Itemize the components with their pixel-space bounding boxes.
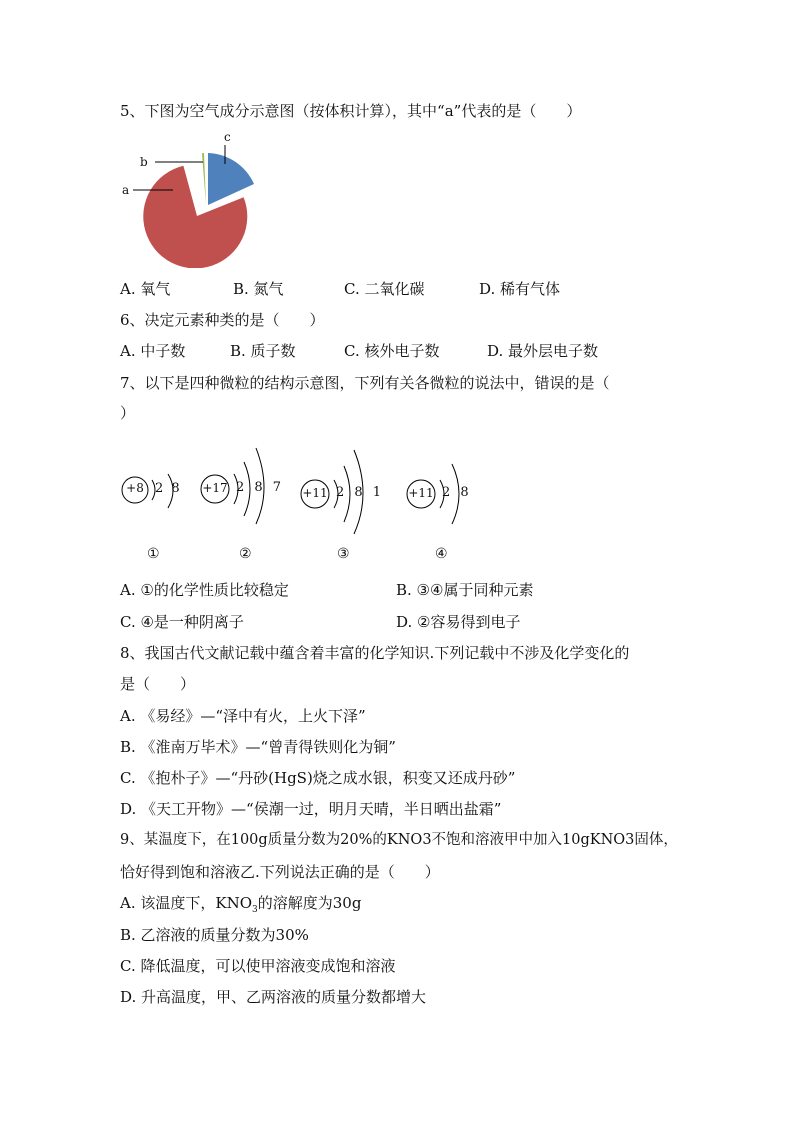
q9-option-a-post: 的溶解度为30g — [257, 894, 362, 912]
q7-stem-line1: 7、以下是四种微粒的结构示意图，下列有关各微粒的说法中，错误的是（ — [120, 374, 610, 392]
q9-stem-line2: 恰好得到饱和溶液乙.下列说法正确的是（ ） — [120, 863, 440, 881]
q5-stem: 5、下图为空气成分示意图（按体积计算），其中“a”代表的是（ ） — [120, 102, 582, 120]
atom-1-electrons: 2 8 — [155, 481, 180, 496]
q9-option-a-pre: A. 该温度下，KNO — [120, 894, 252, 912]
q7-option-d[interactable]: D. ②容易得到电子 — [396, 613, 521, 631]
q6-option-b[interactable]: B. 质子数 — [230, 342, 296, 360]
q7-option-a[interactable]: A. ①的化学性质比较稳定 — [120, 581, 289, 599]
q5-option-a[interactable]: A. 氧气 — [120, 280, 171, 298]
atom-diagram-3 — [298, 446, 388, 536]
atom-2-electrons: 2 8 7 — [236, 480, 282, 495]
q8-option-a[interactable]: A. 《易经》—“泽中有火，上火下泽” — [120, 707, 366, 725]
q7-stem-line2: ） — [120, 404, 136, 422]
air-composition-pie-chart — [115, 128, 265, 268]
q5-option-c[interactable]: C. 二氧化碳 — [344, 280, 425, 298]
atom-4-electrons: 2 8 — [442, 485, 469, 500]
pie-label-b: b — [140, 155, 148, 169]
atom-2-nucleus: +17 — [202, 481, 228, 495]
q8-stem-line2: 是（ ） — [120, 675, 196, 693]
q7-option-b[interactable]: B. ③④属于同种元素 — [396, 581, 534, 599]
q8-stem-line1: 8、我国古代文献记载中蕴含着丰富的化学知识.下列记载中不涉及化学变化的 — [120, 644, 630, 662]
q6-option-a[interactable]: A. 中子数 — [120, 342, 186, 360]
atom-diagram-1 — [118, 462, 198, 522]
pie-label-a: a — [122, 183, 130, 197]
pie-label-c: c — [224, 130, 231, 144]
atom-3-label: ③ — [337, 546, 350, 562]
pie-slice-b — [202, 153, 206, 205]
q8-option-c[interactable]: C. 《抱朴子》—“丹砂(HgS)烧之成水银，积变又还成丹砂” — [120, 769, 516, 787]
q9-option-b[interactable]: B. 乙溶液的质量分数为30% — [120, 926, 309, 944]
q9-option-d[interactable]: D. 升高温度，甲、乙两溶液的质量分数都增大 — [120, 988, 427, 1006]
atom-4-nucleus: +11 — [408, 486, 434, 500]
q6-stem: 6、决定元素种类的是（ ） — [120, 311, 325, 329]
q5-option-b[interactable]: B. 氮气 — [233, 280, 284, 298]
atom-diagram-4 — [404, 458, 484, 528]
q8-option-b[interactable]: B. 《淮南万毕术》—“曾青得铁则化为铜” — [120, 738, 396, 756]
atom-3-nucleus: +11 — [302, 486, 328, 500]
q8-option-d[interactable]: D. 《天工开物》—“侯潮一过，明月天晴，半日晒出盐霜” — [120, 800, 502, 818]
atom-4-label: ④ — [435, 546, 448, 562]
atom-2-label: ② — [239, 546, 252, 562]
q9-option-a[interactable] — [120, 893, 361, 920]
q9-option-c[interactable]: C. 降低温度，可以使甲溶液变成饱和溶液 — [120, 957, 396, 975]
atom-1-nucleus: +8 — [126, 481, 144, 495]
q9-option-a-sub: 3 — [252, 905, 258, 915]
q9-stem-line1: 9、某温度下，在100g质量分数为20%的KNO3不饱和溶液甲中加入10gKNO3固体， — [120, 832, 678, 848]
pie-slice-c — [208, 153, 254, 205]
atom-diagram-2 — [198, 446, 288, 526]
q6-option-c[interactable]: C. 核外电子数 — [344, 342, 440, 360]
q6-option-d[interactable]: D. 最外层电子数 — [487, 342, 599, 360]
q7-option-c[interactable]: C. ④是一种阴离子 — [120, 613, 244, 631]
atom-1-label: ① — [147, 546, 160, 562]
q5-option-d[interactable]: D. 稀有气体 — [479, 280, 561, 298]
atom-3-electrons: 2 8 1 — [336, 485, 382, 500]
